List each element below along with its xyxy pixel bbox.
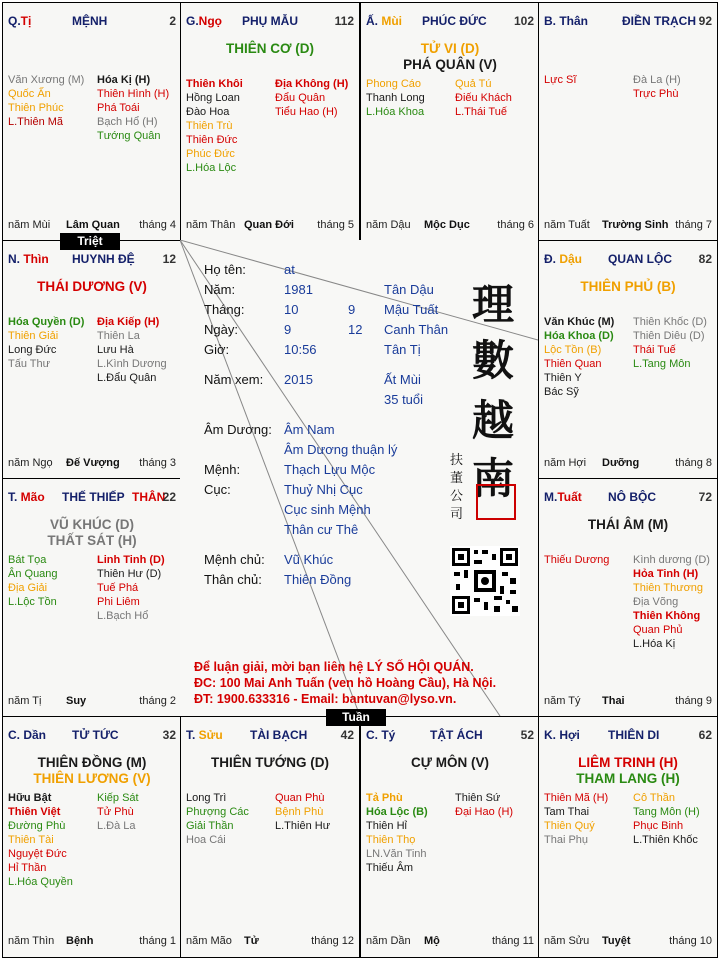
minor-star: Hữu Bật	[8, 792, 52, 804]
cuc-label: Cục:	[204, 482, 231, 497]
day-value: 9	[284, 322, 292, 337]
minor-star: Thiên Hư (D)	[97, 568, 162, 580]
contact-line-2: ĐC: 100 Mai Anh Tuấn (ven hồ Hoàng Cầu), Hà Nội.	[194, 676, 497, 690]
year-label: năm Hợi	[544, 457, 587, 469]
palace-name: TÀI BẠCH	[250, 728, 308, 742]
minor-star: L.Thái Tuế	[455, 106, 507, 118]
palace-cell-ti[interactable]	[2, 2, 182, 242]
contact-line-1: Để luận giải, mời bạn liên hệ LÝ SỐ HỘI QUÁN.	[194, 660, 474, 674]
view-year-can: Ất Mùi	[384, 372, 421, 387]
stars-right-column	[97, 315, 167, 385]
minor-star: L.Đẩu Quân	[97, 372, 157, 384]
phase-label: Bệnh	[66, 935, 94, 947]
major-star: THIÊN ĐỒNG (M)	[37, 755, 147, 770]
year-value: 1981	[284, 282, 313, 297]
minor-star: Kiếp Sát	[97, 792, 139, 804]
menh-label: Mệnh:	[204, 462, 241, 477]
dai-han-number: 2	[169, 14, 176, 28]
minor-star: Tam Thai	[544, 806, 590, 818]
minor-star: Thiên Hỉ	[366, 820, 407, 832]
palace-footer	[8, 935, 176, 949]
minor-star: Thiên Việt	[8, 806, 61, 818]
amduong-value: Âm Nam	[284, 422, 335, 437]
hour-label: Giờ:	[204, 342, 230, 357]
stars-left-column	[544, 791, 608, 847]
minor-star: L.Đà La	[97, 820, 136, 832]
minor-star: Phi Liêm	[97, 596, 140, 608]
dai-han-number: 112	[334, 14, 354, 28]
minor-star: Thiên Hình (H)	[97, 88, 170, 100]
minor-star: Thiên Không	[633, 610, 701, 622]
stars-right-column	[275, 791, 330, 833]
seal-char-1: 扶	[450, 453, 464, 468]
palace-header	[544, 14, 712, 30]
branch-label: C. Tý	[366, 728, 396, 742]
dai-han-number: 92	[698, 14, 712, 28]
major-star: LIÊM TRINH (H)	[578, 755, 678, 770]
minor-star: Thiếu Âm	[366, 862, 414, 874]
month-label: tháng 3	[139, 457, 176, 469]
palace-footer	[544, 219, 712, 233]
minor-star: Văn Khúc (M)	[544, 316, 615, 328]
palace-name: PHỤ MẪU	[242, 14, 298, 28]
minor-star: L.Hóa Khoa	[366, 106, 425, 118]
minor-star: Tiểu Hao (H)	[275, 106, 338, 118]
palace-footer	[8, 219, 176, 233]
stars-right-column	[633, 73, 681, 101]
minor-star: L.Kình Dương	[97, 358, 167, 370]
day-can: Canh Thân	[384, 322, 449, 337]
age-value: 35 tuổi	[384, 392, 424, 407]
palace-name: TẬT ÁCH	[430, 728, 483, 742]
palace-cell-dau[interactable]	[538, 240, 718, 480]
minor-star: Văn Xương (M)	[8, 74, 85, 86]
stars-left-column	[8, 553, 58, 609]
year-label: năm Thân	[186, 219, 236, 231]
month-label: tháng 11	[491, 935, 534, 947]
palace-name: THẾ THIẾP	[62, 490, 125, 504]
branch-label: M.Tuất	[544, 490, 582, 504]
minor-star: Cô Thần	[633, 792, 675, 804]
minor-star: Địa Giải	[8, 582, 48, 594]
dai-han-number: 102	[513, 14, 534, 28]
cuc-value-2: Cục sinh Mệnh	[284, 502, 371, 517]
palace-cell-ngo[interactable]	[180, 2, 360, 242]
palace-header	[8, 14, 176, 30]
minor-star: L.Thiên Mã	[8, 116, 64, 128]
minor-star: Tuế Phá	[97, 582, 139, 594]
tuan-tag: Tuần	[326, 709, 386, 726]
year-can: Tân Dậu	[384, 282, 434, 297]
month-value: 10	[284, 302, 299, 317]
minor-star: Trực Phù	[633, 88, 679, 100]
minor-star: L.Hóa Lộc	[186, 162, 237, 174]
calligraphy-char-2: 數	[472, 336, 515, 385]
dai-han-number: 22	[162, 490, 176, 504]
seal-char-3: 公	[450, 489, 464, 504]
contact-line-3: ĐT: 1900.633316 - Email: bantuvan@lyso.vn.	[194, 692, 457, 706]
dai-han-number: 72	[698, 490, 712, 504]
year-label: năm Tuất	[544, 219, 590, 231]
minor-star: L.Lộc Tồn	[8, 596, 57, 608]
phase-label: Tuyệt	[602, 935, 631, 947]
minor-star: Tang Môn (H)	[633, 806, 700, 818]
amduong-value-2: Âm Dương thuận lý	[284, 442, 398, 457]
minor-star: Phục Binh	[633, 820, 684, 832]
phase-label: Mộc Dục	[424, 219, 470, 231]
than-chu-value: Thiên Đồng	[284, 572, 352, 587]
major-star: THẤT SÁT (H)	[47, 533, 137, 548]
qr-code-icon[interactable]	[450, 546, 520, 616]
stars-left-column	[8, 791, 73, 889]
stars-right-column	[633, 791, 700, 847]
minor-star: Kình dương (D)	[633, 554, 710, 566]
palace-header	[8, 728, 176, 744]
stars-right-column	[633, 315, 707, 371]
palace-cell-mao[interactable]	[2, 478, 182, 718]
major-star: PHÁ QUÂN (V)	[403, 57, 497, 72]
year-label: năm Tị	[8, 695, 42, 707]
minor-star: Đường Phù	[8, 820, 66, 832]
stars-left-column	[544, 73, 576, 87]
branch-label: Q.Tị	[8, 14, 32, 28]
stars-left-column	[366, 791, 428, 875]
minor-star: Ân Quang	[8, 568, 58, 580]
month-label: tháng 5	[317, 219, 354, 231]
branch-label: G.Ngọ	[186, 14, 222, 28]
minor-star: Lưu Hà	[97, 344, 134, 356]
branch-label: Ấ. Mùi	[366, 14, 403, 28]
minor-star: Thiên Giải	[8, 330, 59, 342]
stars-left-column	[186, 791, 249, 847]
view-year-label: Năm xem:	[204, 372, 264, 387]
palace-cell-dan[interactable]	[2, 716, 182, 958]
palace-cell-tuat[interactable]	[538, 478, 718, 718]
minor-star: Bệnh Phù	[275, 806, 324, 818]
year-label: Năm:	[204, 282, 236, 297]
dai-han-number: 82	[698, 252, 712, 266]
palace-header	[366, 728, 534, 744]
minor-star: Thiên Trù	[186, 120, 233, 132]
stars-right-column	[275, 77, 348, 119]
minor-star: Địa Không (H)	[275, 78, 349, 90]
year-label: năm Mão	[186, 935, 232, 947]
center-panel	[180, 240, 538, 716]
dai-han-number: 62	[698, 728, 712, 742]
minor-star: Linh Tinh (D)	[97, 554, 165, 566]
palace-footer	[8, 457, 176, 471]
major-star: THIÊN LƯƠNG (V)	[33, 771, 151, 786]
seal-small-text	[450, 452, 464, 524]
seal-char-4: 司	[450, 507, 464, 522]
palace-name: QUAN LỘC	[608, 252, 672, 266]
minor-star: Tướng Quân	[97, 130, 161, 142]
minor-star: Phá Toái	[97, 102, 140, 114]
palace-footer	[544, 935, 712, 949]
minor-star: L.Thiên Khốc	[633, 834, 698, 846]
minor-star: Bạch Hổ (H)	[97, 116, 158, 128]
stars-right-column	[455, 791, 513, 819]
stars-right-column	[97, 73, 169, 143]
stars-right-column	[97, 553, 165, 623]
palace-footer	[8, 695, 176, 709]
minor-star: Phúc Đức	[186, 148, 235, 160]
minor-star: L.Bạch Hổ	[97, 610, 149, 622]
phase-label: Dưỡng	[602, 457, 640, 469]
palace-header	[544, 252, 712, 268]
palace-footer	[544, 695, 712, 709]
day-label: Ngày:	[204, 322, 238, 337]
palace-name: PHÚC ĐỨC	[422, 14, 487, 28]
minor-star: Long Đức	[8, 344, 57, 356]
minor-star: Hóa Kị (H)	[97, 74, 151, 86]
stars-left-column	[8, 315, 84, 371]
minor-star: Bác Sỹ	[544, 386, 579, 398]
minor-star: Hóa Quyền (D)	[8, 316, 85, 328]
palace-header	[186, 14, 354, 30]
minor-star: Hoa Cái	[186, 834, 226, 846]
menh-value: Thạch Lựu Mộc	[284, 462, 376, 477]
major-star: THIÊN TƯỚNG (D)	[211, 755, 329, 770]
minor-star: Thái Tuế	[633, 344, 676, 356]
amduong-label: Âm Dương:	[204, 422, 272, 437]
minor-star: Địa Kiếp (H)	[97, 316, 160, 328]
minor-star: Thiên Quý	[544, 820, 595, 832]
branch-label: N. Thìn	[8, 252, 49, 266]
calligraphy-char-3: 越	[472, 396, 515, 445]
palace-footer	[186, 219, 354, 233]
year-label: năm Sửu	[544, 935, 590, 947]
minor-star: L.Hóa Kị	[633, 638, 676, 650]
minor-star: Thiếu Dương	[544, 554, 610, 566]
major-star: CỰ MÔN (V)	[411, 755, 489, 770]
minor-star: LN.Văn Tinh	[366, 848, 427, 860]
phase-label: Suy	[66, 695, 87, 707]
palace-cell-suu[interactable]	[180, 716, 360, 958]
minor-star: Thiên La	[97, 330, 140, 342]
major-star: THIÊN PHỦ (B)	[580, 279, 676, 294]
stars-left-column	[366, 77, 425, 119]
year-label: năm Tý	[544, 695, 581, 707]
dai-han-number: 32	[162, 728, 176, 742]
minor-star: Quả Tú	[455, 78, 492, 90]
major-star: VŨ KHÚC (D)	[50, 517, 134, 532]
calligraphy-char-1: 理	[472, 280, 515, 329]
palace-cell-hoi[interactable]	[538, 716, 718, 958]
minor-star: Bát Tọa	[8, 554, 47, 566]
minor-star: Đẩu Quân	[275, 92, 326, 104]
minor-star: Hóa Khoa (D)	[544, 330, 614, 342]
palace-cell-mui[interactable]	[360, 2, 540, 242]
minor-star: Thanh Long	[366, 92, 425, 104]
cuc-value: Thuỷ Nhị Cục	[284, 482, 363, 497]
minor-star: Thiên Sứ	[455, 792, 501, 804]
palace-name: ĐIỀN TRẠCH	[622, 14, 696, 28]
minor-star: Thiên Thương	[633, 582, 704, 594]
hour-value: 10:56	[284, 342, 317, 357]
branch-label: B. Thân	[544, 14, 589, 28]
minor-star: Thiên Tài	[8, 834, 54, 846]
month-label: tháng 8	[675, 457, 712, 469]
palace-footer	[544, 457, 712, 471]
minor-star: Thiên Thọ	[366, 834, 416, 846]
major-star: THAM LANG (H)	[576, 771, 680, 786]
minor-star: Giải Thần	[186, 820, 234, 832]
month-label: tháng 9	[675, 695, 712, 707]
month-label: tháng 10	[669, 935, 712, 947]
stars-left-column	[544, 553, 609, 567]
minor-star: L.Thiên Hư	[275, 820, 331, 832]
phase-label: Thai	[602, 695, 625, 707]
major-star: THIÊN CƠ (D)	[225, 41, 314, 56]
palace-name: MỆNH	[72, 14, 108, 28]
minor-star: L.Tang Môn	[633, 358, 691, 370]
minor-star: Thiên Khôi	[186, 78, 243, 90]
branch-label: C. Dần	[8, 728, 47, 742]
major-star: THÁI ÂM (M)	[587, 517, 669, 532]
palace-header	[8, 252, 176, 268]
menh-chu-value: Vũ Khúc	[284, 552, 334, 567]
than-marker: THÂN	[132, 490, 166, 504]
minor-star: Tả Phù	[366, 792, 403, 804]
month-label: Tháng:	[204, 302, 245, 317]
palace-footer	[186, 935, 354, 949]
dai-han-number: 52	[520, 728, 534, 742]
minor-star: Điếu Khách	[455, 92, 512, 104]
palace-header	[544, 728, 712, 744]
minor-star: Thiên Diêu (D)	[633, 330, 705, 342]
month-can: Mậu Tuất	[384, 302, 439, 317]
menh-chu-label: Mệnh chủ:	[204, 552, 265, 567]
palace-name: NÔ BỘC	[608, 490, 656, 504]
than-chu-label: Thân chủ:	[204, 572, 262, 587]
palace-footer	[366, 935, 534, 949]
minor-star: Phong Cáo	[366, 78, 422, 90]
minor-star: Long Trì	[186, 792, 227, 804]
minor-star: Quan Phủ	[633, 624, 683, 636]
month-label: tháng 1	[139, 935, 176, 947]
major-star: THÁI DƯƠNG (V)	[37, 279, 147, 294]
stars-left-column	[544, 315, 614, 399]
palace-cell-than[interactable]	[538, 2, 718, 242]
phase-label: Mộ	[424, 935, 440, 947]
phase-label: Trường Sinh	[602, 219, 669, 231]
stars-right-column	[455, 77, 512, 119]
year-label: năm Dậu	[366, 219, 411, 231]
stars-left-column	[186, 77, 243, 175]
branch-label: Đ. Dậu	[544, 252, 583, 266]
minor-star: Thiên Quan	[544, 358, 602, 370]
triet-tag: Triệt	[60, 233, 120, 250]
minor-star: Thiên Khốc (D)	[633, 316, 707, 328]
minor-star: Nguyệt Đức	[8, 848, 67, 860]
major-star: TỬ VI (D)	[420, 41, 480, 56]
minor-star: Hỏa Tinh (H)	[633, 568, 699, 580]
minor-star: L.Hóa Quyền	[8, 876, 73, 888]
red-seal-stamp	[476, 484, 516, 520]
month-label: tháng 4	[139, 219, 176, 231]
minor-star: Tấu Thư	[8, 358, 51, 370]
name-value: at	[284, 262, 295, 277]
minor-star: Thai Phụ	[544, 834, 589, 846]
palace-header	[186, 728, 354, 744]
month-label: tháng 12	[311, 935, 354, 947]
minor-star: Hồng Loan	[186, 92, 240, 104]
month-label: tháng 7	[675, 219, 712, 231]
branch-label: T. Mão	[8, 490, 45, 504]
month-label: tháng 2	[139, 695, 176, 707]
calligraphy-char-4: 南	[472, 454, 515, 503]
phase-label: Tử	[244, 935, 259, 947]
year-label: năm Mùi	[8, 219, 51, 231]
stars-left-column	[8, 73, 84, 129]
year-label: năm Thìn	[8, 935, 55, 947]
palace-cell-ty[interactable]	[360, 716, 540, 958]
dai-han-number: 42	[340, 728, 354, 742]
dai-han-number: 12	[162, 252, 176, 266]
minor-star: Quan Phù	[275, 792, 325, 804]
phase-label: Quan Đới	[244, 219, 294, 231]
phase-label: Đế Vượng	[66, 457, 120, 469]
minor-star: Phượng Các	[186, 806, 249, 818]
minor-star: Thiên Y	[544, 372, 582, 384]
name-label: Họ tên:	[204, 262, 246, 277]
palace-name: HUYNH ĐỆ	[72, 252, 135, 266]
minor-star: Đại Hao (H)	[455, 806, 514, 818]
day-lunar: 12	[348, 322, 363, 337]
minor-star: Quốc Ấn	[8, 88, 51, 100]
minor-star: Tử Phù	[97, 806, 134, 818]
phase-label: Lâm Quan	[66, 219, 120, 231]
minor-star: Thiên Phúc	[8, 102, 64, 114]
year-label: năm Dần	[366, 935, 411, 947]
minor-star: Địa Võng	[633, 596, 679, 608]
minor-star: Đà La (H)	[633, 74, 681, 86]
palace-name: TỬ TỨC	[72, 728, 119, 742]
minor-star: Đào Hoa	[186, 106, 230, 118]
seal-char-2: 董	[450, 471, 464, 486]
stars-right-column	[633, 553, 710, 651]
cuc-value-3: Thân cư Thê	[284, 522, 359, 537]
minor-star: Thiên Đức	[186, 134, 238, 146]
palace-header	[366, 14, 534, 30]
palace-footer	[366, 219, 534, 233]
palace-header	[8, 490, 176, 506]
hour-can: Tân Tị	[384, 342, 421, 357]
stars-right-column	[97, 791, 139, 833]
minor-star: Hỉ Thần	[8, 862, 47, 874]
palace-name: THIÊN DI	[608, 728, 660, 742]
month-lunar: 9	[348, 302, 356, 317]
minor-star: Thiên Mã (H)	[544, 792, 609, 804]
minor-star: Lực Sĩ	[544, 74, 577, 86]
view-year-value: 2015	[284, 372, 313, 387]
palace-cell-thin[interactable]	[2, 240, 182, 480]
branch-label: T. Sửu	[186, 728, 223, 742]
year-label: năm Ngọ	[8, 457, 53, 469]
minor-star: Hóa Lộc (B)	[366, 806, 428, 818]
branch-label: K. Hợi	[544, 728, 580, 742]
palace-header	[544, 490, 712, 506]
minor-star: Lộc Tồn (B)	[544, 344, 602, 356]
month-label: tháng 6	[497, 219, 534, 231]
